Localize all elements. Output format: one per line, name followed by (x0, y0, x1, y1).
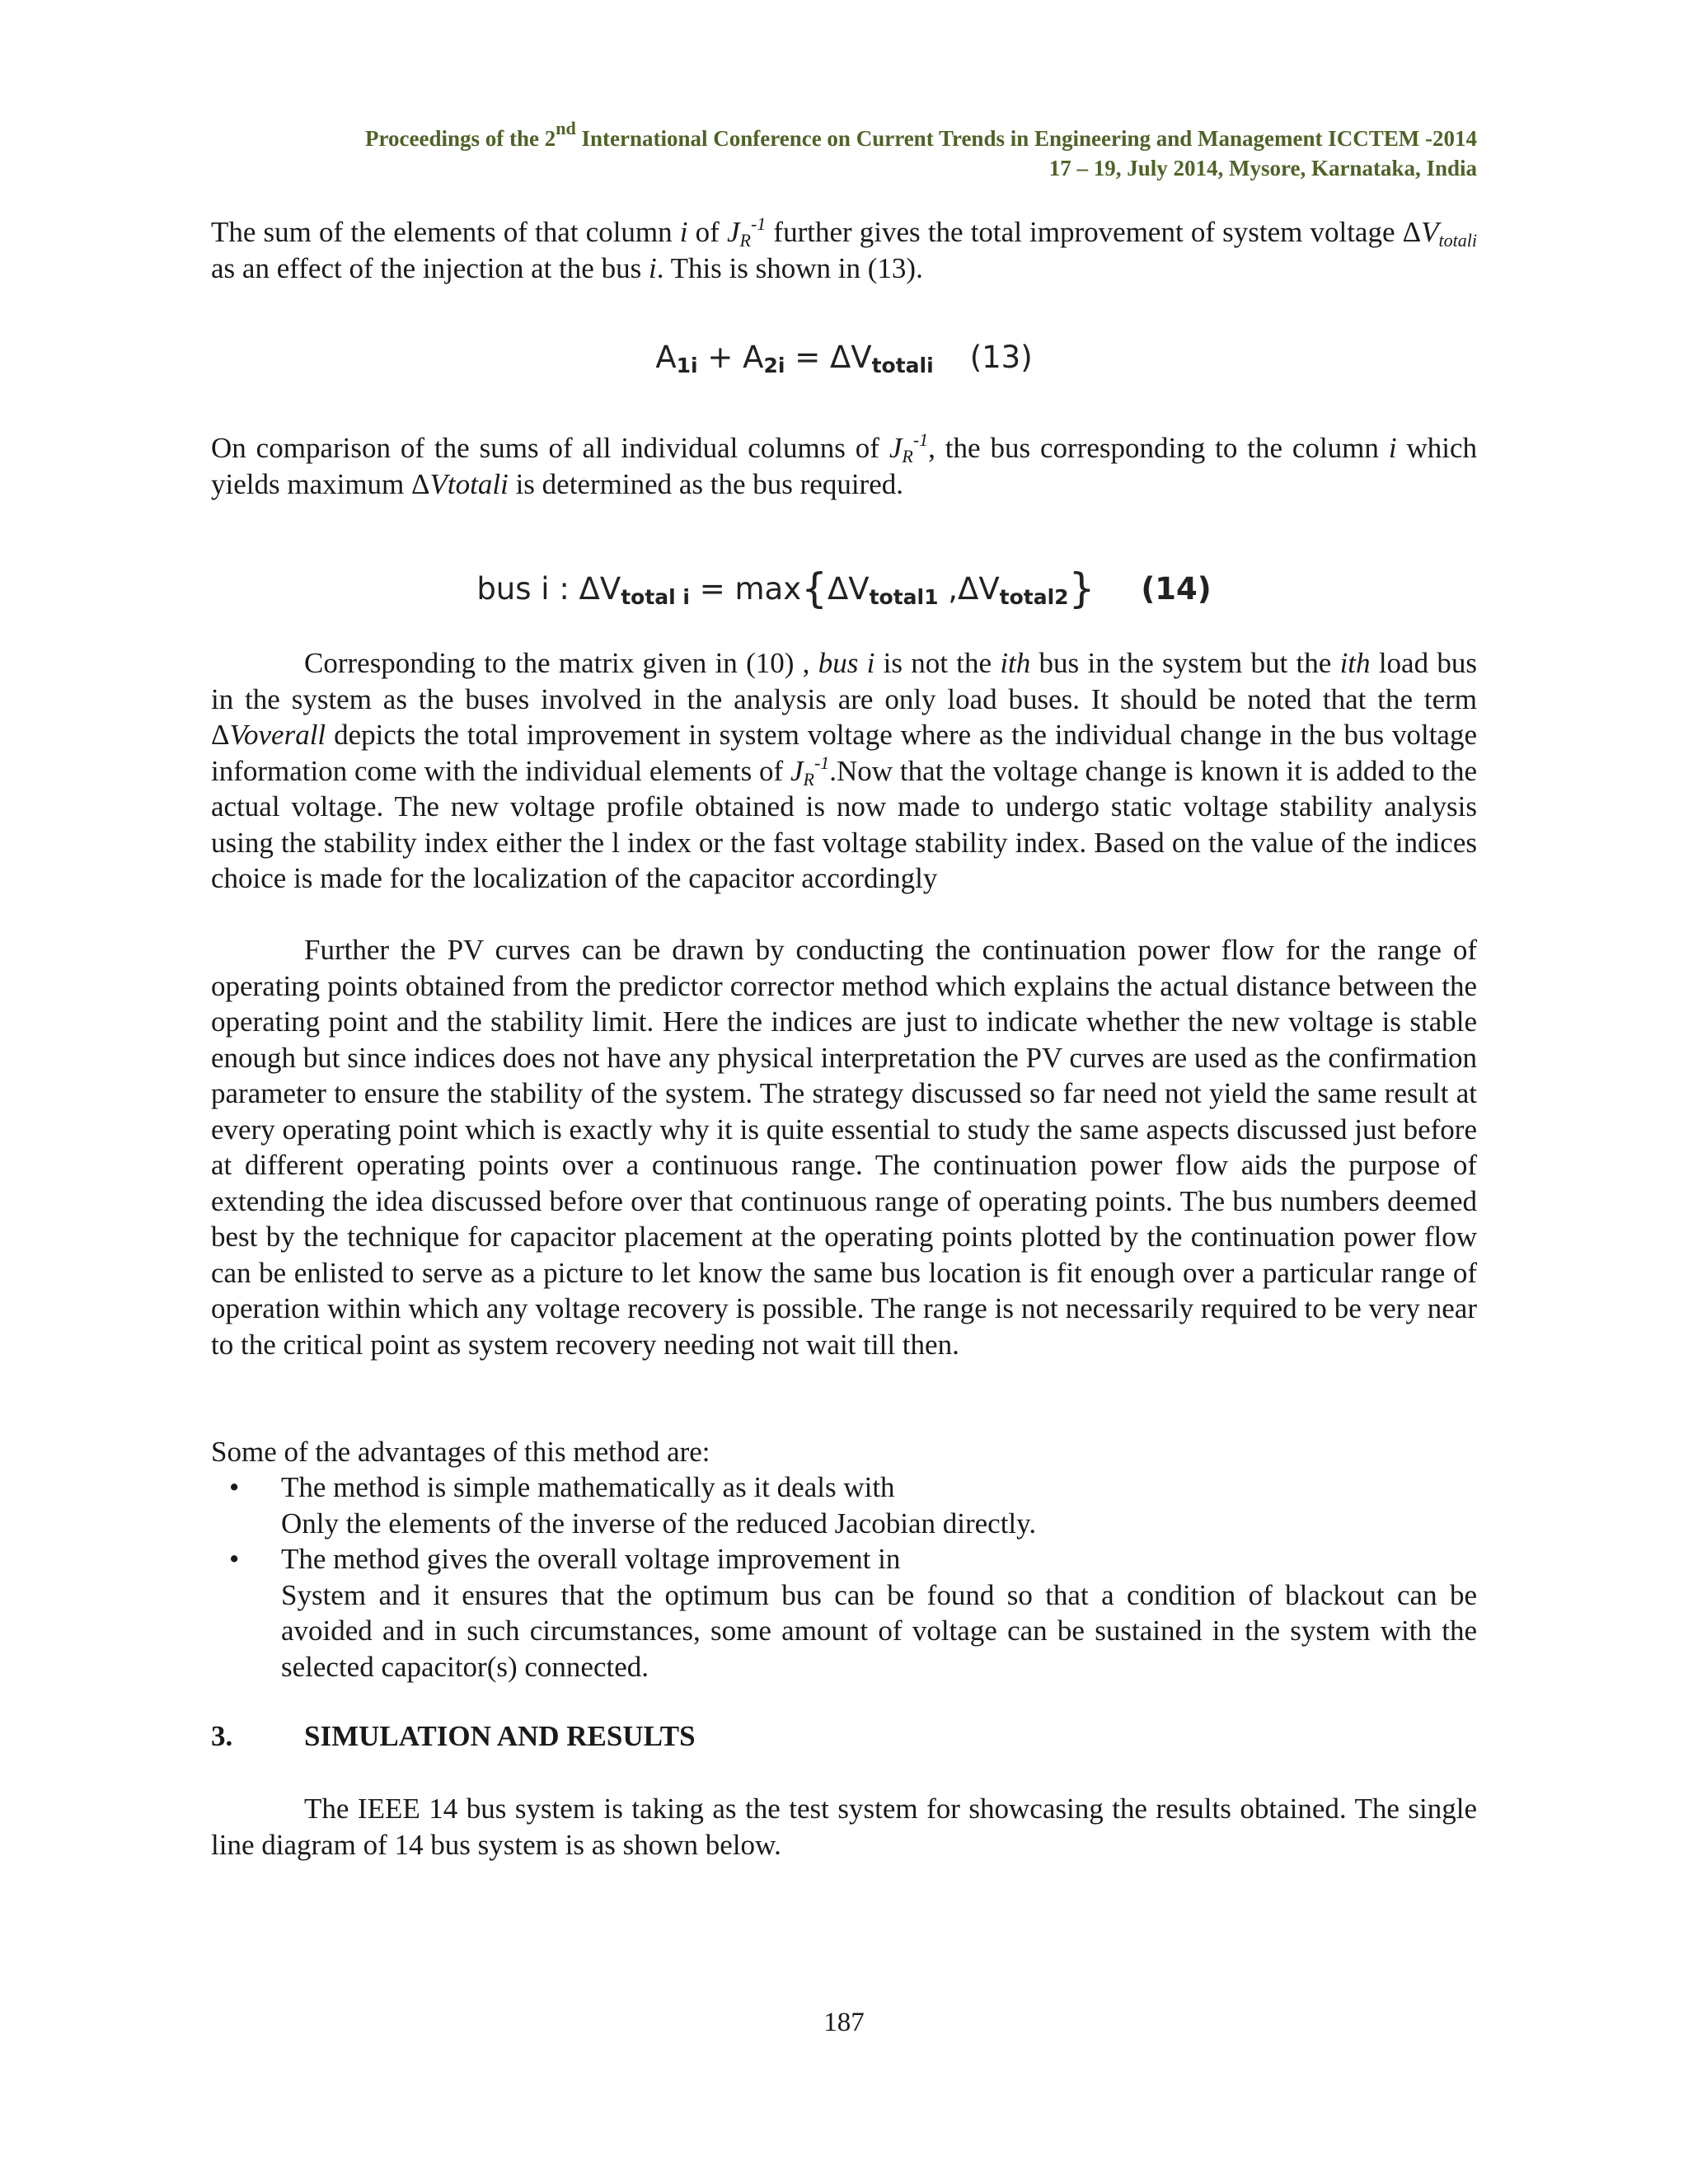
advantage-item: The method gives the overall voltage improvement in System and it ensures that the optimum bus can be found so that a condition of blackout can be avoided and in such circumstances, some amount of voltage can be sustained in the system with the selected capacitor(s) connected. (281, 1543, 1477, 1683)
conference-header-line2: 17 – 19, July 2014, Mysore, Karnataka, India (1048, 156, 1477, 180)
paragraph-matrix-bus: Corresponding to the matrix given in (10) , bus i is not the ith bus in the system but the ith load bus in the system as the buses involved in the analysis are only load buses. It should be noted that the term ΔVoverall depicts the total improvement in system voltage where as the individual change in the bus voltage information come with the individual elements of $J_R^{-1}.Now$ that the voltage change is known it is added to the actual voltage. The new voltage profile obtained is now made to undergo static voltage stability analysis using the stability index either the l index or the fast voltage stability index. Based on the value of the indices choice is made for the localization of the capacitor accordingly (211, 647, 1477, 894)
paragraph-column-sum: The sum of the elements of that column i of $J_R^{-1}$ further gives the total improvement of system voltage $\Delta V_{totali}$ as an effect of the injection at the bus i. This is shown in (13). (211, 213, 1477, 284)
paragraph-ieee-14-bus: The IEEE 14 bus system is taking as the test system for showcasing the results obtained. The single line diagram of 14 bus system is as shown below. (211, 1793, 1477, 1861)
paragraph-comparison: On comparison of the sums of all individual columns of $J_R^{-1}$, the bus corresponding to the column i which yields maximum ΔVtotali is determined as the bus required. (211, 429, 1477, 500)
section-number: 3. (211, 1720, 233, 1752)
section-title: SIMULATION AND RESULTS (304, 1720, 696, 1752)
equation-number-13: (13) (969, 340, 1033, 375)
advantage-item: The method is simple mathematically as it deals with Only the elements of the inverse of the reduced Jacobian directly. (281, 1471, 1037, 1540)
equation-13: $A_{1i} + A_{2i} = \Delta V_{totali}$ (13) (655, 340, 1033, 377)
equation-14: bus i : $\Delta V_{total i} = \max\{\Delta V_{total1}$ $,\Delta V_{total2}$} (14) (476, 565, 1212, 612)
conference-header-line1: Proceedings of the 2nd International Conference on Current Trends in Engineering and Management ICCTEM -2014 (365, 118, 1477, 151)
bullet-marker: • (229, 1471, 240, 1503)
page-number: 187 (823, 2008, 865, 2037)
advantages-intro: Some of the advantages of this method are: (211, 1436, 710, 1468)
equation-number-14: (14) (1141, 571, 1212, 607)
bullet-marker: • (229, 1543, 240, 1575)
paragraph-pv-curves: Further the PV curves can be drawn by conducting the continuation power flow for the range of operating points obtained from the predictor corrector method which explains the actual distance between the operating point and the stability limit. Here the indices are just to indicate whether the new voltage is stable enough but since indices does not have any physical interpretation the PV curves are used as the confirmation parameter to ensure the stability of the system. The strategy discussed so far need not yield the same result at every operating point which is exactly why it is quite essential to study the same aspects discussed just before at different operating points over a continuous range. The continuation power flow aids the purpose of extending the idea discussed before over that continuous range of operating points. The bus numbers deemed best by the technique for capacitor placement at the operating points plotted by the continuation power flow can be enlisted to serve as a picture to let know the same bus location is fit enough over a particular range of operation within which any voltage recovery is possible. The range is not necessarily required to be very near to the critical point as system recovery needing not wait till then. (211, 934, 1478, 1361)
